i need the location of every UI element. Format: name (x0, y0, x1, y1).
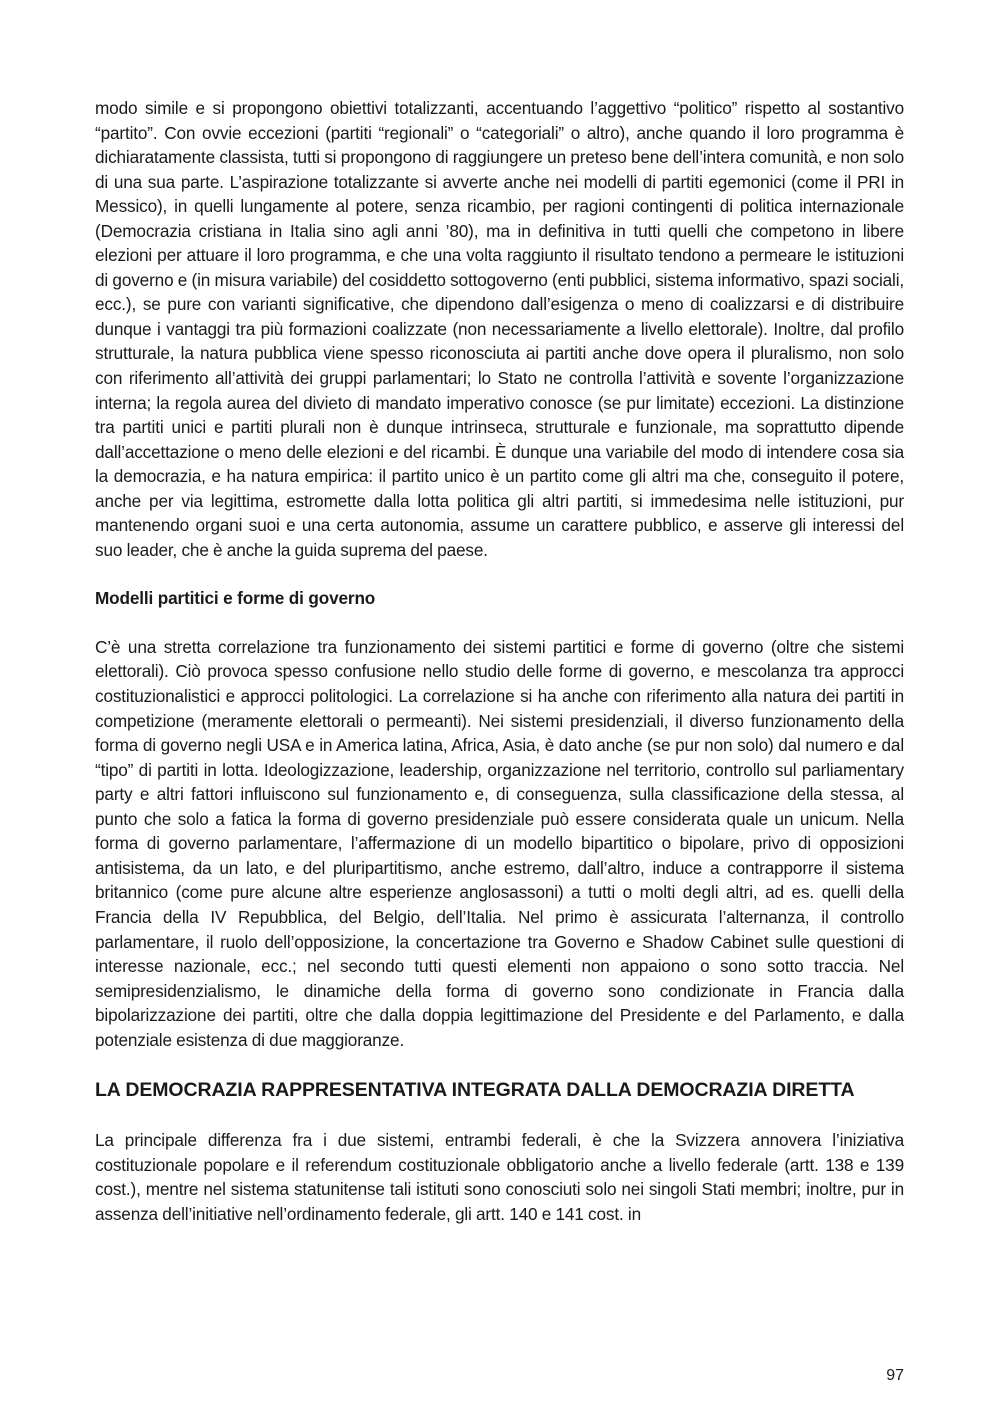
paragraph-svizzera-usa: La principale differenza fra i due sistemi, entrambi federali, è che la Svizzera annovera l’iniziativa costituzionale popolare e il referendum costituzionale obbligatorio anche a livello federale (artt. 138 e 139 cost.), mentre nel sistema statunitense tali istituti sono conosciuti solo nei singoli Stati membri; inoltre, pur in assenza dell’initiative nell’ordinamento federale, gli artt. 140 e 141 cost. in (95, 1130, 904, 1224)
page-body (95, 96, 904, 1226)
section-heading-democrazia-rappresentativa: LA DEMOCRAZIA RAPPRESENTATIVA INTEGRATA DALLA DEMOCRAZIA DIRETTA (95, 1079, 855, 1102)
paragraph-partiti-totalizzanti: modo simile e si propongono obiettivi totalizzanti, accentuando l’aggettivo “politico” rispetto al sostantivo “partito”. Con ovvie eccezioni (partiti “regionali” o “categoriali” o altro), anche quando il loro programma è dichiaratamente classista, tutti si propongono di raggiungere un preteso bene dell’intera comunità, e non solo di una sua parte. L’aspirazione totalizzante si avverte anche nei modelli di partiti egemonici (come il PRI in Messico), in quelli lungamente al potere, senza ricambio, per ragioni contingenti di politica internazionale (Democrazia cristiana in Italia sino agli anni ’80), ma in definitiva in tutti quelli che competono in libere elezioni per attuare il loro programma, e che una volta raggiunto il risultato tendono a permeare le istituzioni di governo e (in misura variabile) del cosiddetto sottogoverno (enti pubblici, sistema informativo, spazi sociali, ecc.), se pure con varianti significative, che dipendono dall’esigenza o meno di coalizzarsi e di distribuire dunque i vantaggi tra più formazioni coalizzate (non necessariamente a livello elettorale). Inoltre, dal profilo strutturale, la natura pubblica viene spesso riconosciuta ai partiti anche dove opera il pluralismo, non solo con riferimento all’attività dei gruppi parlamentari; lo Stato ne controlla l’attività e sovente l’organizzazione interna; la regola aurea del divieto di mandato imperativo conosce (se pur limitate) eccezioni. La distinzione tra partiti unici e partiti plurali non è dunque intrinseca, strutturale e funzionale, ma soprattutto dipende dall’accettazione o meno delle elezioni e del ricambi. È dunque una variabile del modo di intendere cosa sia la democrazia, e ha natura empirica: il partito unico è un partito come gli altri ma che, conseguito il potere, anche per via legittima, estromette dalla lotta politica gli altri partiti, si immedesima nelle istituzioni, pur mantenendo organi suoi e una certa autonomia, assume un carattere pubblico, e asserve gli interessi del suo leader, che è anche la guida suprema del paese. (95, 98, 904, 560)
subheading-modelli-partitici: Modelli partitici e forme di governo (95, 588, 376, 609)
paragraph-correlazione-forme-governo: C’è una stretta correlazione tra funzionamento dei sistemi partitici e forme di governo (oltre che sistemi elettorali). Ciò provoca spesso confusione nello studio delle forme di governo, e mescolanza tra approcci costituzionalistici e approcci politologici. La correlazione si ha anche con riferimento alla natura dei partiti in competizione (meramente elettorali o permeanti). Nei sistemi presidenziali, il diverso funzionamento della forma di governo negli USA e in America latina, Africa, Asia, è dato anche (se pur non solo) dal numero e dal “tipo” di partiti in lotta. Ideologizzazione, leadership, organizzazione nel territorio, controllo sul parliamentary party e altri fattori influiscono sul funzionamento e, di conseguenza, sulla classificazione della stessa, al punto che solo a fatica la forma di governo presidenziale può essere considerata quale un unicum. Nella forma di governo parlamentare, l’affermazione di un modello bipartitico o bipolare, privo di opposizioni antisistema, da un lato, e del pluripartitismo, anche estremo, dall’altro, induce a contrapporre il sistema britannico (come pure alcune altre esperienze anglosassoni) a tutti o molti degli altri, ad es. quelli della Francia della IV Repubblica, del Belgio, dell’Italia. Nel primo è assicurata l’alternanza, il controllo parlamentare, il ruolo dell’opposizione, la concertazione tra Governo e Shadow Cabinet sulle questioni di interesse nazionale, ecc.; nel secondo tutti questi elementi non appaiono o sono sotto traccia. Nel semipresidenzialismo, le dinamiche della forma di governo sono condizionate in Francia dalla bipolarizzazione dei partiti, oltre che dalla doppia legittimazione del Presidente e del Parlamento, e dalla potenziale esistenza di due maggioranze. (95, 636, 904, 1050)
page-number: 97 (886, 1367, 904, 1384)
